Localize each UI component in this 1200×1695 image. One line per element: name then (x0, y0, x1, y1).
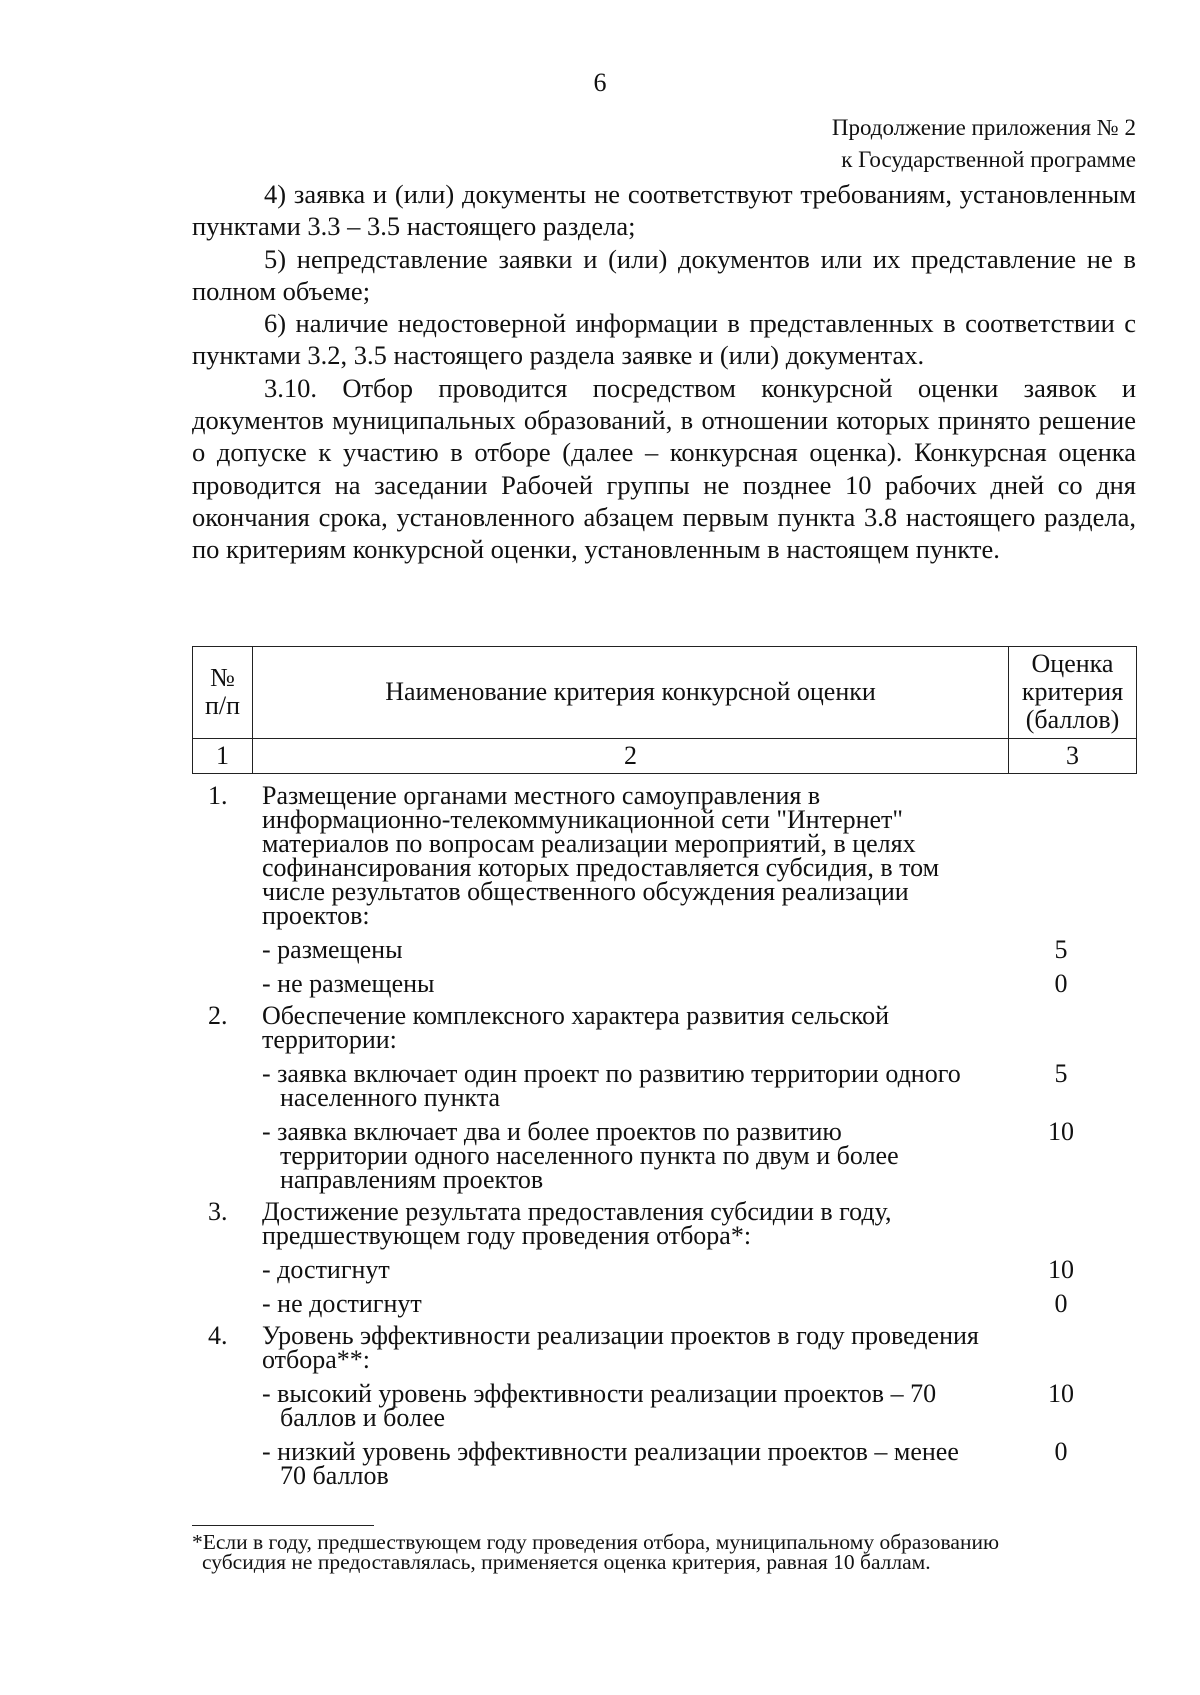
option-text: - заявка включает два и более проектов по развитию территории одного населенного пункта по двум и более направлениям проектов (262, 1117, 899, 1194)
option-score: 5 (1054, 935, 1068, 964)
body-text (192, 178, 1136, 566)
paragraph: 3.10. Отбор проводится посредством конкурсной оценки заявок и документов муниципальных образований, в отношении которых принято решение о допуске к участию в отборе (далее – конкурсная оценка). Конкурсная оценка проводится на заседании Рабочей группы не позднее 10 рабочих дней со дня окончания срока, установленного абзацем первым пункта 3.8 настоящего раздела, по критериям конкурсной оценки, установленным в настоящем пункте. (192, 372, 1136, 565)
option-text: - низкий уровень эффективности реализации проектов – менее 70 баллов (262, 1437, 959, 1490)
appendix-header (832, 112, 1136, 176)
option-score: 0 (1054, 969, 1068, 998)
option-score: 10 (1048, 1379, 1074, 1408)
column-number-2: 2 (253, 738, 1009, 773)
criterion-row (192, 1197, 1137, 1318)
header-score-line1: Оценка (1031, 649, 1114, 679)
footnote-line2: субсидия не предоставлялась, применяется оценка критерия, равная 10 баллам. (202, 1550, 931, 1574)
criterion-option (192, 1289, 1137, 1318)
option-text: - размещены (262, 935, 403, 964)
header-score-line3: (баллов) (1025, 705, 1120, 735)
option-text: - высокий уровень эффективности реализации проектов – 70 баллов и более (262, 1379, 937, 1432)
criterion-option (192, 1437, 1137, 1490)
paragraph: 4) заявка и (или) документы не соответствуют требованиям, установленным пунктами 3.3 – 3.5 настоящего раздела; (192, 179, 1136, 242)
criterion-title: Достижение результата предоставления субсидии в году, предшествующем году проведения отбора*: (262, 1197, 892, 1250)
criterion-number: 4. (208, 1321, 228, 1350)
criterion-number: 2. (208, 1001, 228, 1030)
header-name-cell: Наименование критерия конкурсной оценки (253, 647, 1009, 739)
appendix-header-line2: к Государственной программе (841, 147, 1136, 172)
criterion-option (192, 1255, 1137, 1284)
criterion-option (192, 1059, 1137, 1112)
option-score: 10 (1048, 1255, 1074, 1284)
criterion-title: Обеспечение комплексного характера развития сельской территории: (262, 1001, 890, 1054)
criterion-option (192, 1117, 1137, 1194)
header-number-symbol: № (210, 663, 235, 693)
criterion-title: Размещение органами местного самоуправления в информационно-телекоммуникационной сети "Интернет" материалов по вопросам реализации мероприятий, в целях софинансирования которых предоставляется субсидия, в том числе результатов общественного обсуждения реализации проектов: (262, 781, 940, 930)
header-score-cell (1009, 647, 1137, 739)
option-text: - заявка включает один проект по развитию территории одного населенного пункта (262, 1059, 961, 1112)
option-text: - не размещены (262, 969, 435, 998)
paragraph: 6) наличие недостоверной информации в представленных в соответствии с пунктами 3.2, 3.5 настоящего раздела заявке и (или) документах. (192, 308, 1136, 371)
footnote (192, 1532, 1136, 1572)
page-number: 6 (593, 68, 607, 97)
footnote-line1: *Если в году, предшествующем году проведения отбора, муниципальному образованию (192, 1530, 1000, 1554)
header-number-cell (193, 647, 253, 739)
criterion-option (192, 969, 1137, 998)
criterion-row (192, 781, 1137, 998)
criterion-row (192, 1001, 1137, 1194)
paragraph: 5) непредставление заявки и (или) документов или их представление не в полном объеме; (192, 243, 1136, 306)
criterion-row (192, 1321, 1137, 1490)
criterion-number: 1. (208, 781, 228, 810)
appendix-header-line1: Продолжение приложения № 2 (831, 115, 1136, 140)
footnote-separator (192, 1525, 374, 1526)
option-score: 10 (1048, 1117, 1074, 1146)
option-score: 0 (1054, 1289, 1068, 1318)
option-score: 5 (1054, 1059, 1068, 1088)
option-text: - не достигнут (262, 1289, 422, 1318)
criterion-option (192, 1379, 1137, 1432)
criterion-option (192, 935, 1137, 964)
criteria-list (192, 781, 1137, 1496)
column-number-1: 1 (193, 738, 253, 773)
header-score-line2: критерия (1021, 677, 1124, 707)
criterion-number: 3. (208, 1197, 228, 1226)
header-number-abbr: п/п (204, 691, 241, 721)
criteria-table-header (192, 646, 1137, 774)
column-number-3: 3 (1009, 738, 1137, 773)
option-text: - достигнут (262, 1255, 390, 1284)
option-score: 0 (1054, 1437, 1068, 1466)
criterion-title: Уровень эффективности реализации проектов в году проведения отбора**: (262, 1321, 979, 1374)
